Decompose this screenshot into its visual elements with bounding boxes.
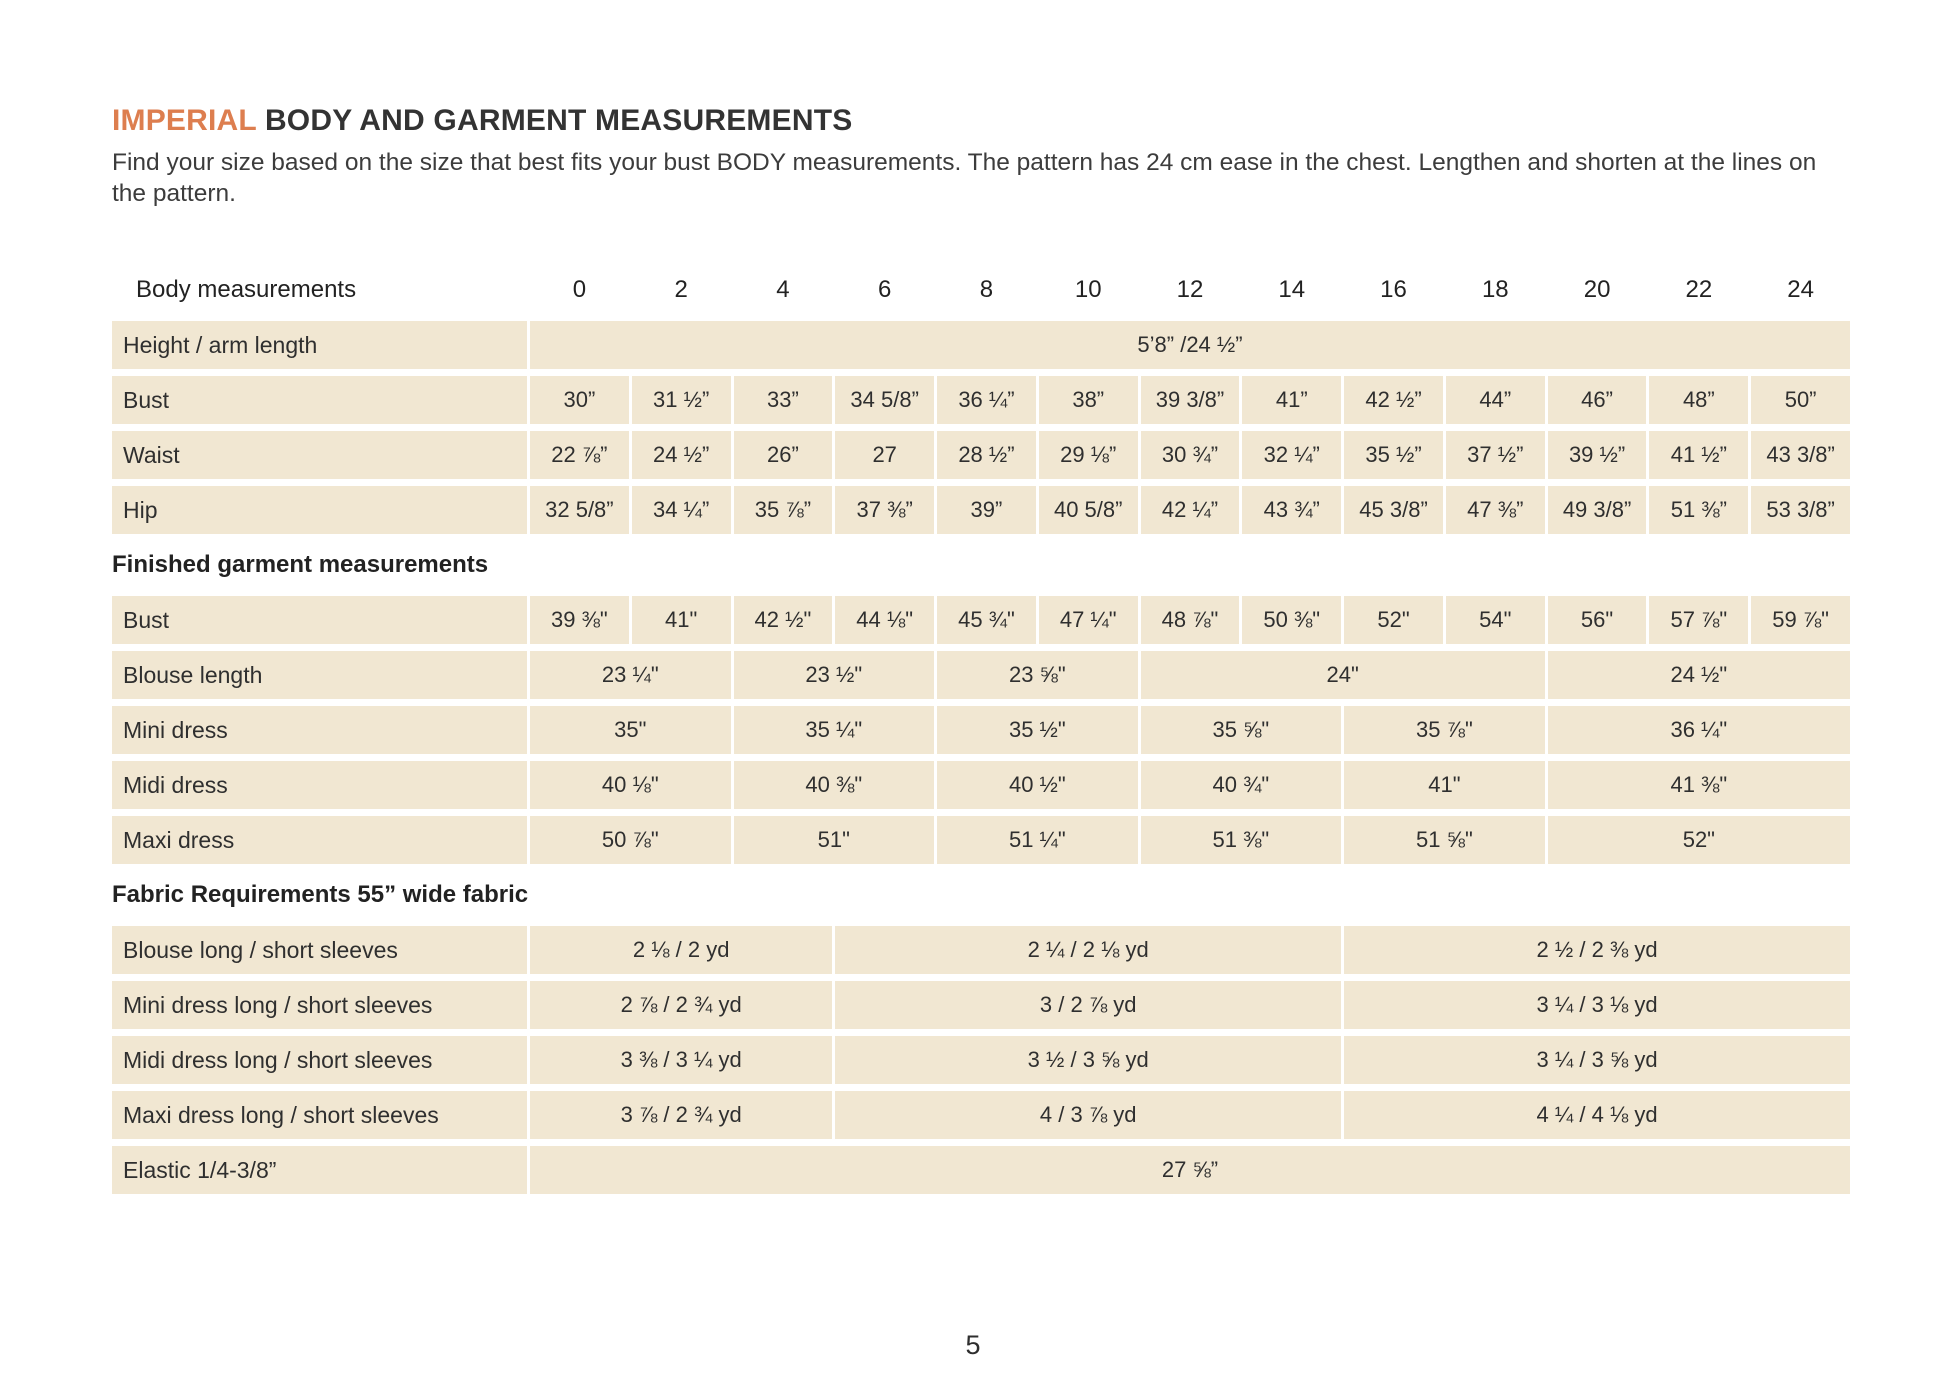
measurement-cell: 35 ½”	[1344, 431, 1443, 479]
measurements-table	[112, 266, 1850, 1194]
measurement-cell: 2 ¼ / 2 ⅛ yd	[835, 926, 1341, 974]
measurement-cell: 45 ¾"	[937, 596, 1036, 644]
measurement-cell: 49 3/8”	[1548, 486, 1647, 534]
measurement-cell: 4 / 3 ⅞ yd	[835, 1091, 1341, 1139]
row-label: Maxi dress long / short sleeves	[112, 1091, 527, 1139]
measurement-cell: 2 ½ / 2 ⅜ yd	[1344, 926, 1850, 974]
measurement-cell: 24"	[1141, 651, 1545, 699]
measurement-cell: 42 ½"	[734, 596, 833, 644]
measurement-cell: 35 ⅞”	[734, 486, 833, 534]
size-col-header: 12	[1141, 266, 1240, 314]
measurement-cell: 50 ⅜"	[1242, 596, 1341, 644]
measurement-cell: 48”	[1649, 376, 1748, 424]
measurement-cell: 40 ¾"	[1141, 761, 1342, 809]
measurement-cell: 2 ⅛ / 2 yd	[530, 926, 832, 974]
measurement-cell: 4 ¼ / 4 ⅛ yd	[1344, 1091, 1850, 1139]
size-col-header: 18	[1446, 266, 1545, 314]
measurement-cell: 23 ⅝"	[937, 651, 1138, 699]
measurement-cell: 39 ⅜"	[530, 596, 629, 644]
measurement-cell: 51 ⅜"	[1141, 816, 1342, 864]
measurement-cell: 40 ⅛"	[530, 761, 731, 809]
size-col-header: 22	[1649, 266, 1748, 314]
measurement-cell: 56"	[1548, 596, 1647, 644]
measurement-cell: 50”	[1751, 376, 1850, 424]
size-col-header: 8	[937, 266, 1036, 314]
measurement-cell: 23 ½"	[734, 651, 935, 699]
measurement-cell: 3 ⅜ / 3 ¼ yd	[530, 1036, 832, 1084]
page-subtitle: Find your size based on the size that best fits your bust BODY measurements. The pattern has 24 cm ease in the chest. Lengthen and shorten at the lines on the pattern.	[112, 148, 1817, 208]
size-col-header: 10	[1039, 266, 1138, 314]
measurement-cell: 40 ½"	[937, 761, 1138, 809]
size-col-header: 0	[530, 266, 629, 314]
measurement-cell: 59 ⅞"	[1751, 596, 1850, 644]
measurement-cell: 40 5/8”	[1039, 486, 1138, 534]
measurement-cell: 3 ¼ / 3 ⅛ yd	[1344, 981, 1850, 1029]
page-title	[112, 104, 1850, 139]
table-header-label: Body measurements	[112, 266, 527, 314]
size-col-header: 20	[1548, 266, 1647, 314]
row-label: Midi dress	[112, 761, 527, 809]
measurement-cell: 46”	[1548, 376, 1647, 424]
measurement-cell: 53 3/8”	[1751, 486, 1850, 534]
measurement-cell: 27 ⅝”	[530, 1146, 1850, 1194]
measurement-cell: 35"	[530, 706, 731, 754]
measurement-cell: 30 ¾”	[1141, 431, 1240, 479]
page-number: 5	[965, 1330, 981, 1360]
measurement-cell: 47 ⅜”	[1446, 486, 1545, 534]
measurement-cell: 24 ½”	[632, 431, 731, 479]
measurement-cell: 26”	[734, 431, 833, 479]
measurement-cell: 41"	[632, 596, 731, 644]
measurement-cell: 28 ½”	[937, 431, 1036, 479]
measurement-cell: 3 ⅞ / 2 ¾ yd	[530, 1091, 832, 1139]
measurement-cell: 22 ⅞”	[530, 431, 629, 479]
measurement-cell: 36 ¼”	[937, 376, 1036, 424]
measurement-cell: 43 3/8”	[1751, 431, 1850, 479]
row-label: Waist	[112, 431, 527, 479]
measurement-cell: 43 ¾”	[1242, 486, 1341, 534]
measurement-cell: 3 / 2 ⅞ yd	[835, 981, 1341, 1029]
row-label: Height / arm length	[112, 321, 527, 369]
measurement-cell: 40 ⅜"	[734, 761, 935, 809]
measurement-cell: 5’8” /24 ½”	[530, 321, 1850, 369]
measurement-cell: 34 ¼”	[632, 486, 731, 534]
measurement-cell: 51"	[734, 816, 935, 864]
measurement-cell: 27	[835, 431, 934, 479]
section-heading: Fabric Requirements 55” wide fabric	[112, 871, 1850, 919]
measurement-cell: 50 ⅞"	[530, 816, 731, 864]
measurement-cell: 3 ¼ / 3 ⅝ yd	[1344, 1036, 1850, 1084]
measurement-cell: 41 ⅜"	[1548, 761, 1850, 809]
size-col-header: 16	[1344, 266, 1443, 314]
measurement-cell: 35 ⅞"	[1344, 706, 1545, 754]
row-label: Midi dress long / short sleeves	[112, 1036, 527, 1084]
row-label: Mini dress	[112, 706, 527, 754]
page-title-rest: BODY AND GARMENT MEASUREMENTS	[256, 104, 853, 137]
row-label: Mini dress long / short sleeves	[112, 981, 527, 1029]
measurement-cell: 42 ¼”	[1141, 486, 1240, 534]
measurement-cell: 2 ⅞ / 2 ¾ yd	[530, 981, 832, 1029]
measurement-cell: 44 ⅛"	[835, 596, 934, 644]
measurement-cell: 24 ½"	[1548, 651, 1850, 699]
size-col-header: 4	[734, 266, 833, 314]
measurement-cell: 54"	[1446, 596, 1545, 644]
row-label: Blouse length	[112, 651, 527, 699]
row-label: Hip	[112, 486, 527, 534]
row-label: Bust	[112, 596, 527, 644]
measurement-cell: 36 ¼"	[1548, 706, 1850, 754]
page-title-highlight: IMPERIAL	[112, 104, 257, 137]
measurement-cell: 35 ½"	[937, 706, 1138, 754]
measurement-cell: 32 5/8”	[530, 486, 629, 534]
measurement-cell: 44”	[1446, 376, 1545, 424]
measurement-cell: 51 ⅝"	[1344, 816, 1545, 864]
measurement-cell: 39 ½”	[1548, 431, 1647, 479]
measurement-cell: 39 3/8”	[1141, 376, 1240, 424]
row-label: Maxi dress	[112, 816, 527, 864]
row-label: Bust	[112, 376, 527, 424]
section-heading: Finished garment measurements	[112, 541, 1850, 589]
measurement-cell: 47 ¼"	[1039, 596, 1138, 644]
measurement-cell: 31 ½”	[632, 376, 731, 424]
measurement-cell: 30”	[530, 376, 629, 424]
measurement-cell: 42 ½”	[1344, 376, 1443, 424]
measurement-cell: 34 5/8”	[835, 376, 934, 424]
measurement-cell: 37 ½”	[1446, 431, 1545, 479]
measurement-cell: 52"	[1548, 816, 1850, 864]
size-col-header: 2	[632, 266, 731, 314]
measurement-cell: 38”	[1039, 376, 1138, 424]
measurement-cell: 37 ⅜”	[835, 486, 934, 534]
size-col-header: 24	[1751, 266, 1850, 314]
measurement-cell: 41"	[1344, 761, 1545, 809]
measurement-cell: 51 ⅜”	[1649, 486, 1748, 534]
size-col-header: 6	[835, 266, 934, 314]
measurement-cell: 33”	[734, 376, 833, 424]
measurement-cell: 48 ⅞"	[1141, 596, 1240, 644]
row-label: Blouse long / short sleeves	[112, 926, 527, 974]
measurement-cell: 41”	[1242, 376, 1341, 424]
measurement-cell: 29 ⅛”	[1039, 431, 1138, 479]
measurement-cell: 41 ½”	[1649, 431, 1748, 479]
measurement-cell: 35 ¼"	[734, 706, 935, 754]
measurement-cell: 32 ¼”	[1242, 431, 1341, 479]
size-col-header: 14	[1242, 266, 1341, 314]
measurement-cell: 39”	[937, 486, 1036, 534]
measurement-cell: 51 ¼"	[937, 816, 1138, 864]
measurement-cell: 3 ½ / 3 ⅝ yd	[835, 1036, 1341, 1084]
measurement-cell: 35 ⅝"	[1141, 706, 1342, 754]
measurement-cell: 57 ⅞"	[1649, 596, 1748, 644]
measurement-cell: 45 3/8”	[1344, 486, 1443, 534]
measurement-cell: 23 ¼"	[530, 651, 731, 699]
row-label: Elastic 1/4-3/8”	[112, 1146, 527, 1194]
measurement-cell: 52"	[1344, 596, 1443, 644]
